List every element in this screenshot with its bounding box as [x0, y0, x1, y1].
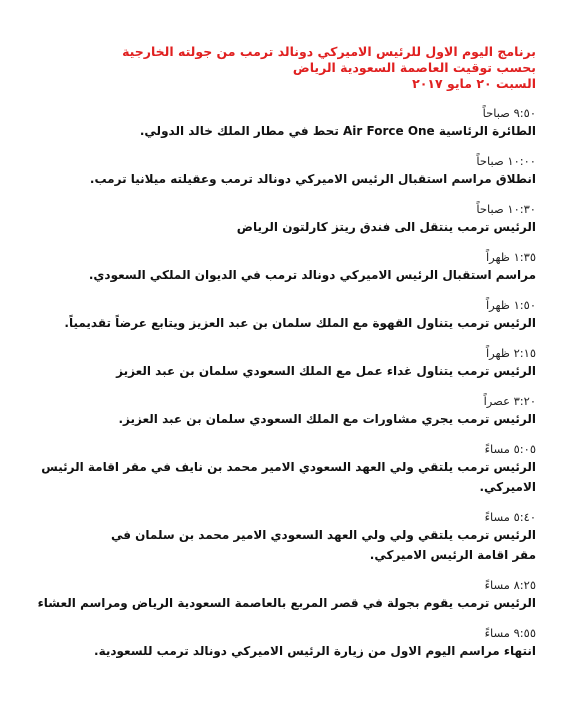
- schedule-entry: [34, 202, 536, 237]
- schedule-entry: [34, 106, 536, 141]
- entry-time: ١:٥٠ ظهراً: [485, 298, 536, 312]
- entry-description: الرئيس ترمب ينتقل الى فندق ريتز كارلتون الرياض: [236, 220, 536, 234]
- entry-description: الرئيس ترمب يتناول غداء عمل مع الملك السعودي سلمان بن عبد العزيز: [116, 364, 536, 378]
- entry-time: ٣:٢٠ عصراً: [483, 394, 536, 408]
- entry-description: مراسم استقبال الرئيس الاميركي دونالد ترمب في الديوان الملكي السعودي.: [88, 268, 536, 282]
- entry-time: ١:٣٥ ظهراً: [485, 250, 536, 264]
- header-date: السبت ٢٠ مايو ٢٠١٧: [412, 76, 536, 91]
- entry-description: انتهاء مراسم اليوم الاول من زيارة الرئيس الاميركي دونالد ترمب للسعودية.: [94, 644, 536, 658]
- schedule-entry: [34, 394, 536, 429]
- entry-time: ١٠:٠٠ صباحاً: [476, 154, 536, 168]
- entry-time: ٨:٢٥ مساءً: [484, 578, 536, 592]
- entry-description: الرئيس ترمب يتناول القهوة مع الملك سلمان بن عبد العزيز ويتابع عرضاً تقديمياً.: [64, 316, 536, 330]
- entry-description: انطلاق مراسم استقبال الرئيس الاميركي دونالد ترمب وعقيلته ميلانيا ترمب.: [89, 172, 536, 186]
- entry-time: ١٠:٣٠ صباحاً: [476, 202, 536, 216]
- schedule-entry: [34, 298, 536, 333]
- entry-description: الرئيس ترمب يلتقي ولي ولي العهد السعودي الامير محمد بن سلمان في مقر اقامة الرئيس الاميركي.: [110, 528, 536, 562]
- header-timezone-note: بحسب توقيت العاصمة السعودية الرياض: [292, 60, 536, 75]
- schedule-entry: [34, 346, 536, 381]
- document-header: [34, 44, 536, 92]
- schedule-entry: [34, 154, 536, 189]
- schedule-entry: [34, 626, 536, 661]
- schedule-entry: [34, 442, 536, 497]
- entry-time: ٩:٥٥ مساءً: [484, 626, 536, 640]
- schedule-list: [34, 106, 536, 661]
- header-title: برنامج اليوم الاول للرئيس الاميركي دونالد ترمب من جولته الخارجية: [122, 44, 536, 59]
- schedule-entry: [34, 510, 536, 565]
- schedule-entry: [34, 250, 536, 285]
- entry-description: الطائرة الرئاسية Air Force One تحط في مطار الملك خالد الدولي.: [139, 124, 536, 138]
- entry-time: ٥:٤٠ مساءً: [484, 510, 536, 524]
- entry-time: ٢:١٥ ظهراً: [485, 346, 536, 360]
- entry-description: الرئيس ترمب يلتقي ولي العهد السعودي الامير محمد بن نايف في مقر اقامة الرئيس الاميركي.: [41, 460, 536, 494]
- entry-time: ٩:٥٠ صباحاً: [482, 106, 536, 120]
- entry-description: الرئيس ترمب يقوم بجولة في قصر المربع بالعاصمة السعودية الرياض ومراسم العشاء: [37, 596, 536, 610]
- entry-description: الرئيس ترمب يجري مشاورات مع الملك السعودي سلمان بن عبد العزيز.: [118, 412, 536, 426]
- entry-time: ٥:٠٥ مساءً: [484, 442, 536, 456]
- schedule-entry: [34, 578, 536, 613]
